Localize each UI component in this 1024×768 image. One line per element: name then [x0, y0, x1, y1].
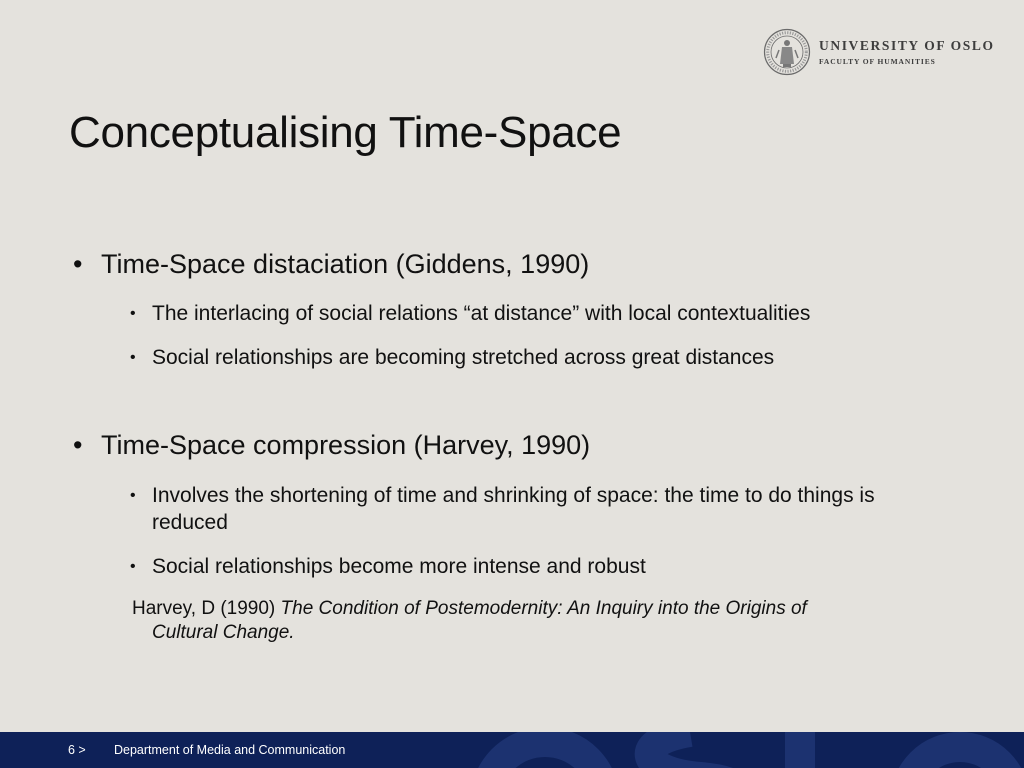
sub-bullet-2-1: • Involves the shortening of time and shrinking of space: the time to do things is reduced [130, 482, 940, 536]
reference-title-line2: Cultural Change. [152, 622, 295, 643]
sub-bullet-2-1-text: Involves the shortening of time and shrinking of space: the time to do things is reduced [152, 484, 875, 534]
slide-content: • Time-Space distaciation (Giddens, 1990) • The interlacing of social relations “at distance” with local contextualities • Social relationships are becoming stretched across great distances • Time-Space compression (Harvey, 1990) • Involves the shortening of time and shrinking of space: the time to do things is reduced • Social relationships become more intense and robust Harvey, D (1990) The Condition of Postemodernity: An Inquiry into the Origins of Cultural Change. [0, 0, 1024, 700]
sub-bullet-1-2: • Social relationships are becoming stretched across great distances [130, 344, 970, 371]
university-name: UNIVERSITY OF OSLO [819, 38, 995, 53]
sub-bullet-1-1-text: The interlacing of social relations “at distance” with local contextualities [152, 302, 811, 325]
sub-bullet-2-2-text: Social relationships become more intense and robust [152, 555, 646, 578]
reference-author: Harvey, D (1990) [132, 598, 281, 619]
bullet-2-text: Time-Space compression (Harvey, 1990) [101, 430, 591, 460]
page-number: 6 > [68, 743, 86, 757]
reference [132, 597, 962, 645]
sub-bullet-1-1: • The interlacing of social relations “at distance” with local contextualities [130, 300, 970, 327]
sub-bullet-2-2: • Social relationships become more intense and robust [130, 553, 970, 580]
slide-title: Conceptualising Time-Space [69, 108, 622, 157]
sub-bullet-1-2-text: Social relationships are becoming stretched across great distances [152, 346, 775, 369]
bullet-1-text: Time-Space distaciation (Giddens, 1990) [101, 249, 590, 279]
reference-title-line1: The Condition of Postemodernity: An Inquiry into the Origins of [280, 598, 807, 619]
faculty-name: FACULTY OF HUMANITIES [819, 57, 936, 66]
department-name: Department of Media and Communication [114, 743, 346, 757]
footer-bar [0, 732, 1024, 768]
